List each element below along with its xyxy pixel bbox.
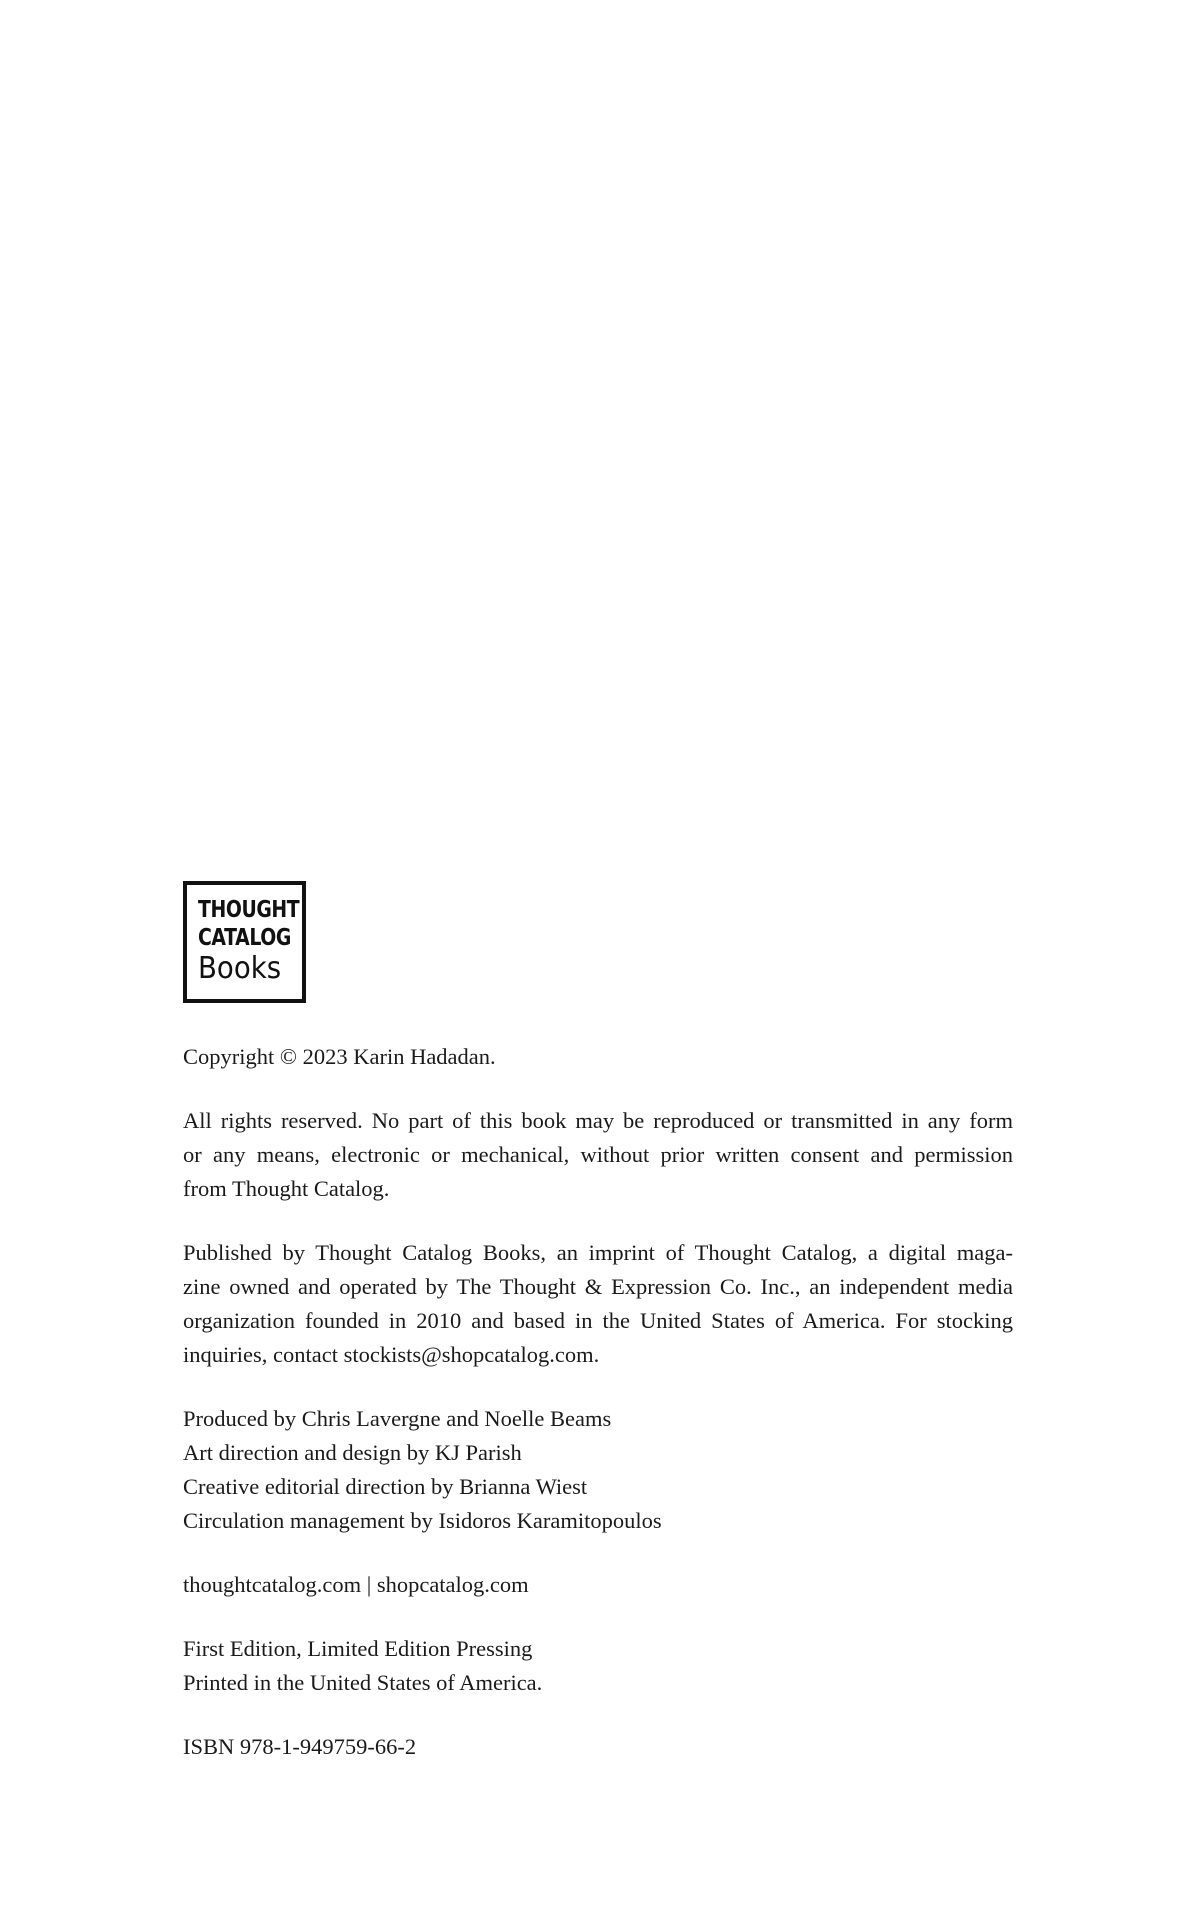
credit-circulation: Circulation management by Isidoros Karamitopoulos [183, 1508, 662, 1533]
rights-paragraph [183, 1104, 1013, 1206]
credit-producer: Produced by Chris Lavergne and Noelle Beams [183, 1406, 612, 1431]
rights-line-2: or any means, electronic or mechanical, without prior written consent and permission [183, 1142, 1013, 1167]
isbn-line: ISBN 978-1-949759-66-2 [183, 1734, 417, 1759]
rights-line-3: from Thought Catalog. [183, 1176, 390, 1201]
copyright-text-block [183, 1040, 1013, 1794]
publisher-line-4: inquiries, contact stockists@shopcatalog.com. [183, 1342, 600, 1367]
logo-line-books: Books [198, 951, 282, 986]
publisher-line-3: organization founded in 2010 and based in the United States of America. For stocking [183, 1308, 1013, 1333]
credit-art-direction: Art direction and design by KJ Parish [183, 1440, 522, 1465]
websites-line: thoughtcatalog.com | shopcatalog.com [183, 1572, 529, 1597]
publisher-line-2: zine owned and operated by The Thought & Expression Co. Inc., an independent media [183, 1274, 1013, 1299]
copyright-line: Copyright © 2023 Karin Hadadan. [183, 1044, 496, 1069]
logo-line-catalog: CATALOG [198, 925, 291, 951]
credits-paragraph [183, 1402, 1013, 1538]
publisher-paragraph [183, 1236, 1013, 1372]
isbn-paragraph [183, 1730, 1013, 1764]
websites-paragraph [183, 1568, 1013, 1602]
thought-catalog-books-logo [183, 881, 306, 1003]
edition-paragraph [183, 1632, 1013, 1700]
credit-editorial: Creative editorial direction by Brianna Wiest [183, 1474, 588, 1499]
logo-line-thought: THOUGHT [198, 897, 300, 923]
edition-line-2: Printed in the United States of America. [183, 1670, 543, 1695]
edition-line-1: First Edition, Limited Edition Pressing [183, 1636, 533, 1661]
publisher-line-1: Published by Thought Catalog Books, an imprint of Thought Catalog, a digital maga- [183, 1240, 1013, 1265]
rights-line-1: All rights reserved. No part of this book may be reproduced or transmitted in any form [183, 1108, 1013, 1133]
copyright-notice [183, 1040, 1013, 1074]
